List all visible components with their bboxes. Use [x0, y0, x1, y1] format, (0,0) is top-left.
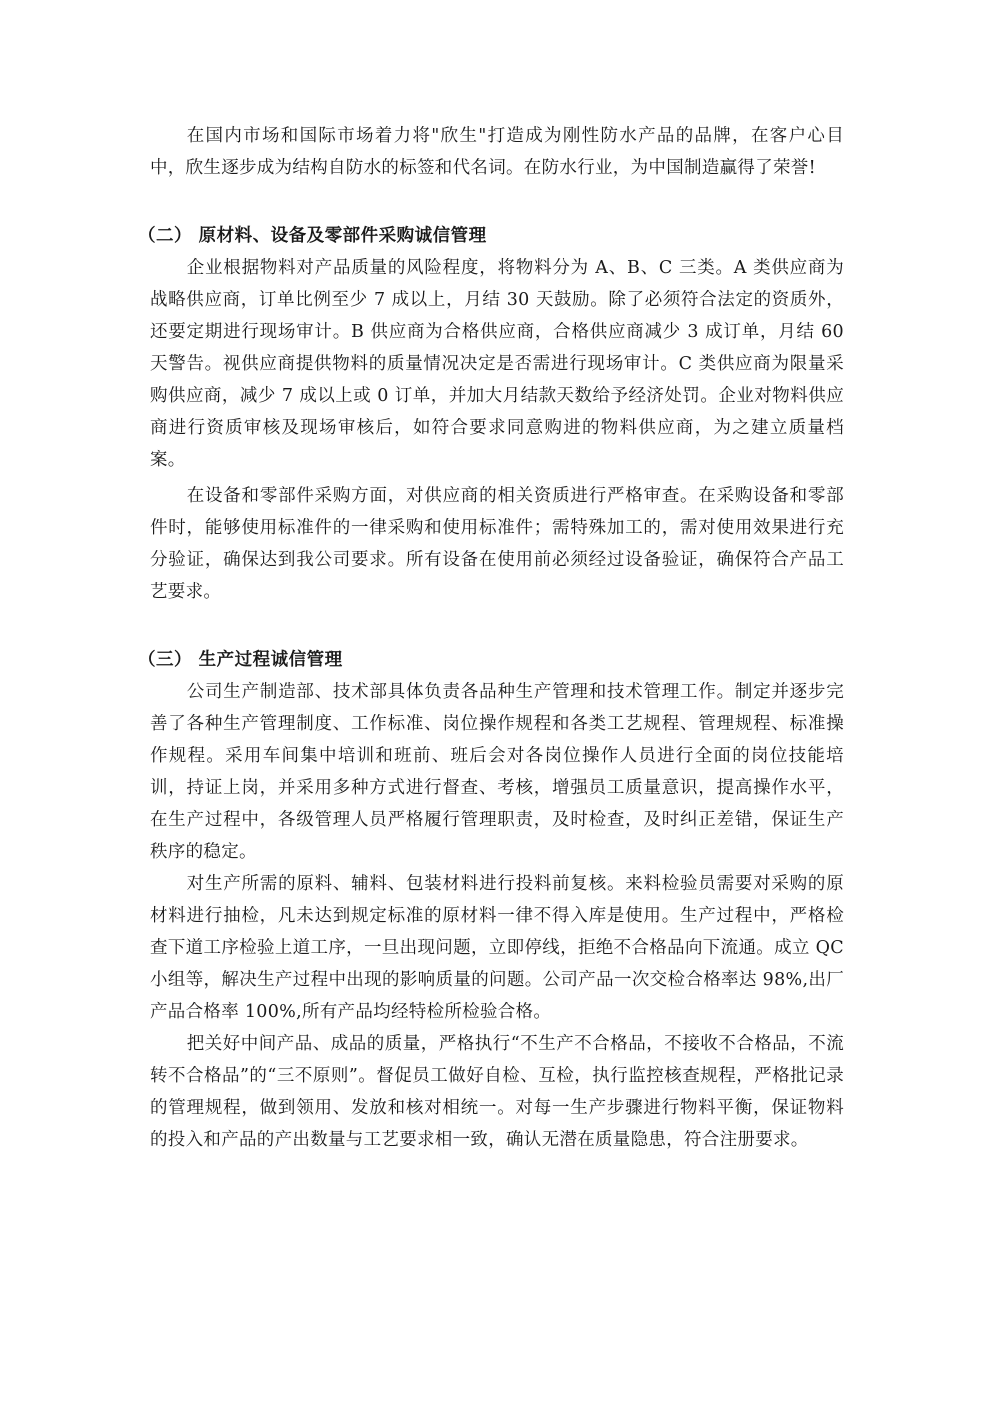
- production-paragraph-2: 对生产所需的原料、辅料、包装材料进行投料前复核。来料检验员需要对采购的原材料进行抽检，凡未达到规定标准的原材料一律不得入库是使用。生产过程中，严格检查下道工序检验上道工序，一旦出现问题，立即停线，拒绝不合格品向下流通。成立 QC 小组等，解决生产过程中出现的影响质量的问题。公司产品一次交检合格率达 98%,出厂产品合格率 100%,所有产品均经特检所检验合格。: [150, 874, 844, 1022]
- section-heading-production: （三） 生产过程诚信管理: [138, 650, 343, 670]
- procurement-paragraph-1: 企业根据物料对产品质量的风险程度，将物料分为 A、B、C 三类。A 类供应商为战略供应商，订单比例至少 7 成以上，月结 30 天鼓励。除了必须符合法定的资质外，还要定期进行现场审计。B 供应商为合格供应商，合格供应商减少 3 成订单，月结 60 天警告。视供应商提供物料的质量情况决定是否需进行现场审计。C 类供应商为限量采购供应商，减少 7 成以上或 0 订单，并加大月结款天数给予经济处罚。企业对物料供应商进行资质审核及现场审核后，如符合要求同意购进的物料供应商，为之建立质量档案。: [150, 258, 844, 470]
- spacer: [150, 184, 844, 220]
- intro-paragraph: 在国内市场和国际市场着力将"欣生"打造成为刚性防水产品的品牌，在客户心目中，欣生逐步成为结构自防水的标签和代名词。在防水行业，为中国制造赢得了荣誉!: [150, 126, 844, 178]
- spacer: [150, 608, 844, 644]
- document-page: [138, 120, 844, 1156]
- section-heading-procurement: （二） 原材料、设备及零部件采购诚信管理: [138, 226, 487, 246]
- production-paragraph-1: 公司生产制造部、技术部具体负责各品种生产管理和技术管理工作。制定并逐步完善了各种生产管理制度、工作标准、岗位操作规程和各类工艺规程、管理规程、标准操作规程。采用车间集中培训和班前、班后会对各岗位操作人员进行全面的岗位技能培训，持证上岗，并采用多种方式进行督查、考核，增强员工质量意识，提高操作水平，在生产过程中，各级管理人员严格履行管理职责，及时检查，及时纠正差错，保证生产秩序的稳定。: [150, 682, 844, 862]
- production-paragraph-3: 把关好中间产品、成品的质量，严格执行“不生产不合格品，不接收不合格品，不流转不合格品”的“三不原则”。督促员工做好自检、互检，执行监控核查规程，严格批记录的管理规程，做到领用、发放和核对相统一。对每一生产步骤进行物料平衡，保证物料的投入和产品的产出数量与工艺要求相一致，确认无潜在质量隐患，符合注册要求。: [150, 1034, 844, 1150]
- procurement-paragraph-2: 在设备和零部件采购方面，对供应商的相关资质进行严格审查。在采购设备和零部件时，能够使用标准件的一律采购和使用标准件；需特殊加工的，需对使用效果进行充分验证，确保达到我公司要求。所有设备在使用前必须经过设备验证，确保符合产品工艺要求。: [150, 486, 844, 602]
